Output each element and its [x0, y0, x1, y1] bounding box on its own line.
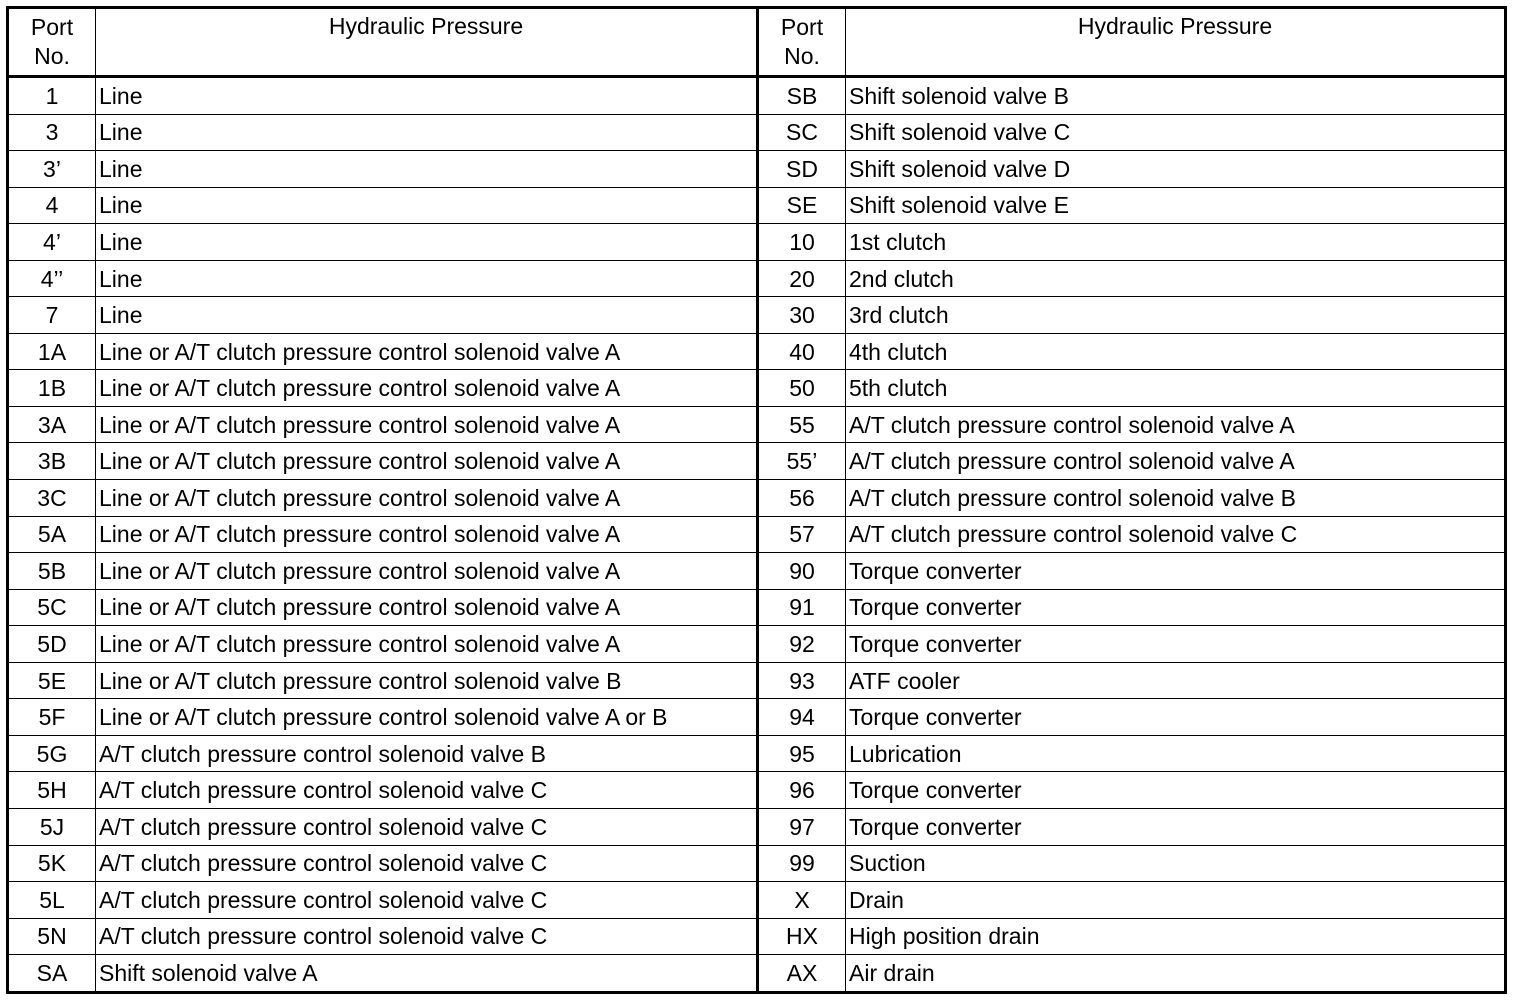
left-pressure-cell: Line or A/T clutch pressure control solenoid valve A: [96, 553, 758, 590]
table-row: [8, 443, 1506, 480]
right-pressure-cell: 3rd clutch: [846, 297, 1506, 334]
left-port-cell: 5H: [8, 772, 96, 809]
right-port-cell: 92: [758, 626, 846, 663]
left-port-cell: 5N: [8, 918, 96, 955]
right-pressure-cell: Shift solenoid valve C: [846, 114, 1506, 151]
right-port-cell: 94: [758, 699, 846, 736]
left-port-cell: 1B: [8, 370, 96, 407]
right-port-cell: 90: [758, 553, 846, 590]
left-port-header: [8, 8, 96, 77]
table-row: [8, 662, 1506, 699]
right-port-cell: 93: [758, 662, 846, 699]
right-port-cell: SB: [758, 77, 846, 115]
right-port-header-line2: No.: [784, 43, 820, 69]
right-port-cell: 55’: [758, 443, 846, 480]
right-pressure-cell: 2nd clutch: [846, 260, 1506, 297]
right-port-cell: 95: [758, 735, 846, 772]
table-row: [8, 333, 1506, 370]
right-port-cell: X: [758, 882, 846, 919]
right-pressure-cell: Torque converter: [846, 589, 1506, 626]
right-port-cell: 57: [758, 516, 846, 553]
port-pressure-table: [6, 6, 1507, 994]
left-pressure-cell: Shift solenoid valve A: [96, 955, 758, 993]
left-port-cell: 3A: [8, 406, 96, 443]
left-port-header-line2: No.: [34, 43, 70, 69]
right-pressure-cell: High position drain: [846, 918, 1506, 955]
right-port-cell: 30: [758, 297, 846, 334]
left-pressure-cell: Line: [96, 114, 758, 151]
right-pressure-cell: ATF cooler: [846, 662, 1506, 699]
left-pressure-cell: Line or A/T clutch pressure control solenoid valve A: [96, 406, 758, 443]
table-row: [8, 955, 1506, 993]
left-port-cell: 5A: [8, 516, 96, 553]
right-pressure-cell: Torque converter: [846, 808, 1506, 845]
table-row: [8, 553, 1506, 590]
left-port-cell: 1: [8, 77, 96, 115]
table-row: [8, 224, 1506, 261]
right-pressure-cell: Air drain: [846, 955, 1506, 993]
left-pressure-cell: Line or A/T clutch pressure control solenoid valve A: [96, 480, 758, 517]
right-pressure-cell: Torque converter: [846, 772, 1506, 809]
left-pressure-cell: A/T clutch pressure control solenoid valve C: [96, 882, 758, 919]
left-port-cell: 5C: [8, 589, 96, 626]
left-port-cell: 3B: [8, 443, 96, 480]
table-row: [8, 699, 1506, 736]
right-port-cell: 97: [758, 808, 846, 845]
left-pressure-cell: A/T clutch pressure control solenoid valve C: [96, 845, 758, 882]
right-port-cell: SE: [758, 187, 846, 224]
right-pressure-cell: Shift solenoid valve E: [846, 187, 1506, 224]
right-port-cell: 91: [758, 589, 846, 626]
right-pressure-cell: Torque converter: [846, 553, 1506, 590]
right-port-cell: AX: [758, 955, 846, 993]
left-pressure-cell: Line or A/T clutch pressure control solenoid valve A: [96, 370, 758, 407]
left-port-cell: 4: [8, 187, 96, 224]
left-port-cell: 4’’: [8, 260, 96, 297]
right-port-cell: 99: [758, 845, 846, 882]
table-row: [8, 151, 1506, 188]
right-port-cell: 55: [758, 406, 846, 443]
right-pressure-cell: A/T clutch pressure control solenoid valve A: [846, 443, 1506, 480]
left-pressure-cell: Line: [96, 187, 758, 224]
table-row: [8, 77, 1506, 115]
left-pressure-cell: Line or A/T clutch pressure control solenoid valve A: [96, 589, 758, 626]
right-pressure-cell: Lubrication: [846, 735, 1506, 772]
table-header-row: [8, 8, 1506, 77]
right-port-cell: SD: [758, 151, 846, 188]
right-pressure-cell: 5th clutch: [846, 370, 1506, 407]
left-port-header-line1: Port: [30, 14, 74, 40]
left-port-cell: 5D: [8, 626, 96, 663]
right-port-cell: 20: [758, 260, 846, 297]
table-row: [8, 735, 1506, 772]
right-pressure-cell: A/T clutch pressure control solenoid valve A: [846, 406, 1506, 443]
right-pressure-cell: Torque converter: [846, 626, 1506, 663]
table-row: [8, 918, 1506, 955]
table-body: [8, 77, 1506, 993]
table-row: [8, 808, 1506, 845]
left-port-cell: 7: [8, 297, 96, 334]
left-port-cell: 5L: [8, 882, 96, 919]
left-port-cell: SA: [8, 955, 96, 993]
table-row: [8, 626, 1506, 663]
table-row: [8, 297, 1506, 334]
right-pressure-cell: Drain: [846, 882, 1506, 919]
table-row: [8, 882, 1506, 919]
right-port-header-line1: Port: [780, 14, 824, 40]
left-pressure-cell: Line: [96, 77, 758, 115]
table-row: [8, 480, 1506, 517]
right-pressure-header: Hydraulic Pressure: [846, 8, 1506, 77]
right-port-cell: SC: [758, 114, 846, 151]
left-port-cell: 3: [8, 114, 96, 151]
left-pressure-header: Hydraulic Pressure: [96, 8, 758, 77]
table-row: [8, 845, 1506, 882]
table-row: [8, 260, 1506, 297]
table-row: [8, 406, 1506, 443]
left-port-cell: 4’: [8, 224, 96, 261]
left-port-cell: 5J: [8, 808, 96, 845]
left-pressure-cell: A/T clutch pressure control solenoid valve C: [96, 918, 758, 955]
table-row: [8, 187, 1506, 224]
right-pressure-cell: A/T clutch pressure control solenoid valve C: [846, 516, 1506, 553]
left-pressure-cell: Line: [96, 151, 758, 188]
right-port-cell: 40: [758, 333, 846, 370]
right-port-cell: 50: [758, 370, 846, 407]
right-port-cell: HX: [758, 918, 846, 955]
left-pressure-cell: Line: [96, 297, 758, 334]
left-port-cell: 5F: [8, 699, 96, 736]
table-row: [8, 772, 1506, 809]
right-port-cell: 10: [758, 224, 846, 261]
left-port-cell: 5G: [8, 735, 96, 772]
table-row: [8, 114, 1506, 151]
right-port-header: [758, 8, 846, 77]
right-port-cell: 96: [758, 772, 846, 809]
right-pressure-cell: 4th clutch: [846, 333, 1506, 370]
left-pressure-cell: Line or A/T clutch pressure control solenoid valve A: [96, 333, 758, 370]
left-port-cell: 3C: [8, 480, 96, 517]
table-row: [8, 589, 1506, 626]
right-pressure-cell: Shift solenoid valve B: [846, 77, 1506, 115]
left-pressure-cell: Line: [96, 224, 758, 261]
left-pressure-cell: Line or A/T clutch pressure control solenoid valve A: [96, 443, 758, 480]
right-pressure-cell: A/T clutch pressure control solenoid valve B: [846, 480, 1506, 517]
left-pressure-cell: Line: [96, 260, 758, 297]
left-port-cell: 5B: [8, 553, 96, 590]
left-port-cell: 5K: [8, 845, 96, 882]
left-pressure-cell: A/T clutch pressure control solenoid valve C: [96, 772, 758, 809]
right-port-cell: 56: [758, 480, 846, 517]
left-port-cell: 3’: [8, 151, 96, 188]
left-port-cell: 5E: [8, 662, 96, 699]
left-pressure-cell: Line or A/T clutch pressure control solenoid valve B: [96, 662, 758, 699]
table-row: [8, 370, 1506, 407]
left-pressure-cell: A/T clutch pressure control solenoid valve B: [96, 735, 758, 772]
left-pressure-cell: Line or A/T clutch pressure control solenoid valve A or B: [96, 699, 758, 736]
right-pressure-cell: Torque converter: [846, 699, 1506, 736]
left-pressure-cell: Line or A/T clutch pressure control solenoid valve A: [96, 516, 758, 553]
right-pressure-cell: Shift solenoid valve D: [846, 151, 1506, 188]
left-pressure-cell: Line or A/T clutch pressure control solenoid valve A: [96, 626, 758, 663]
table-row: [8, 516, 1506, 553]
left-port-cell: 1A: [8, 333, 96, 370]
right-pressure-cell: Suction: [846, 845, 1506, 882]
right-pressure-cell: 1st clutch: [846, 224, 1506, 261]
left-pressure-cell: A/T clutch pressure control solenoid valve C: [96, 808, 758, 845]
